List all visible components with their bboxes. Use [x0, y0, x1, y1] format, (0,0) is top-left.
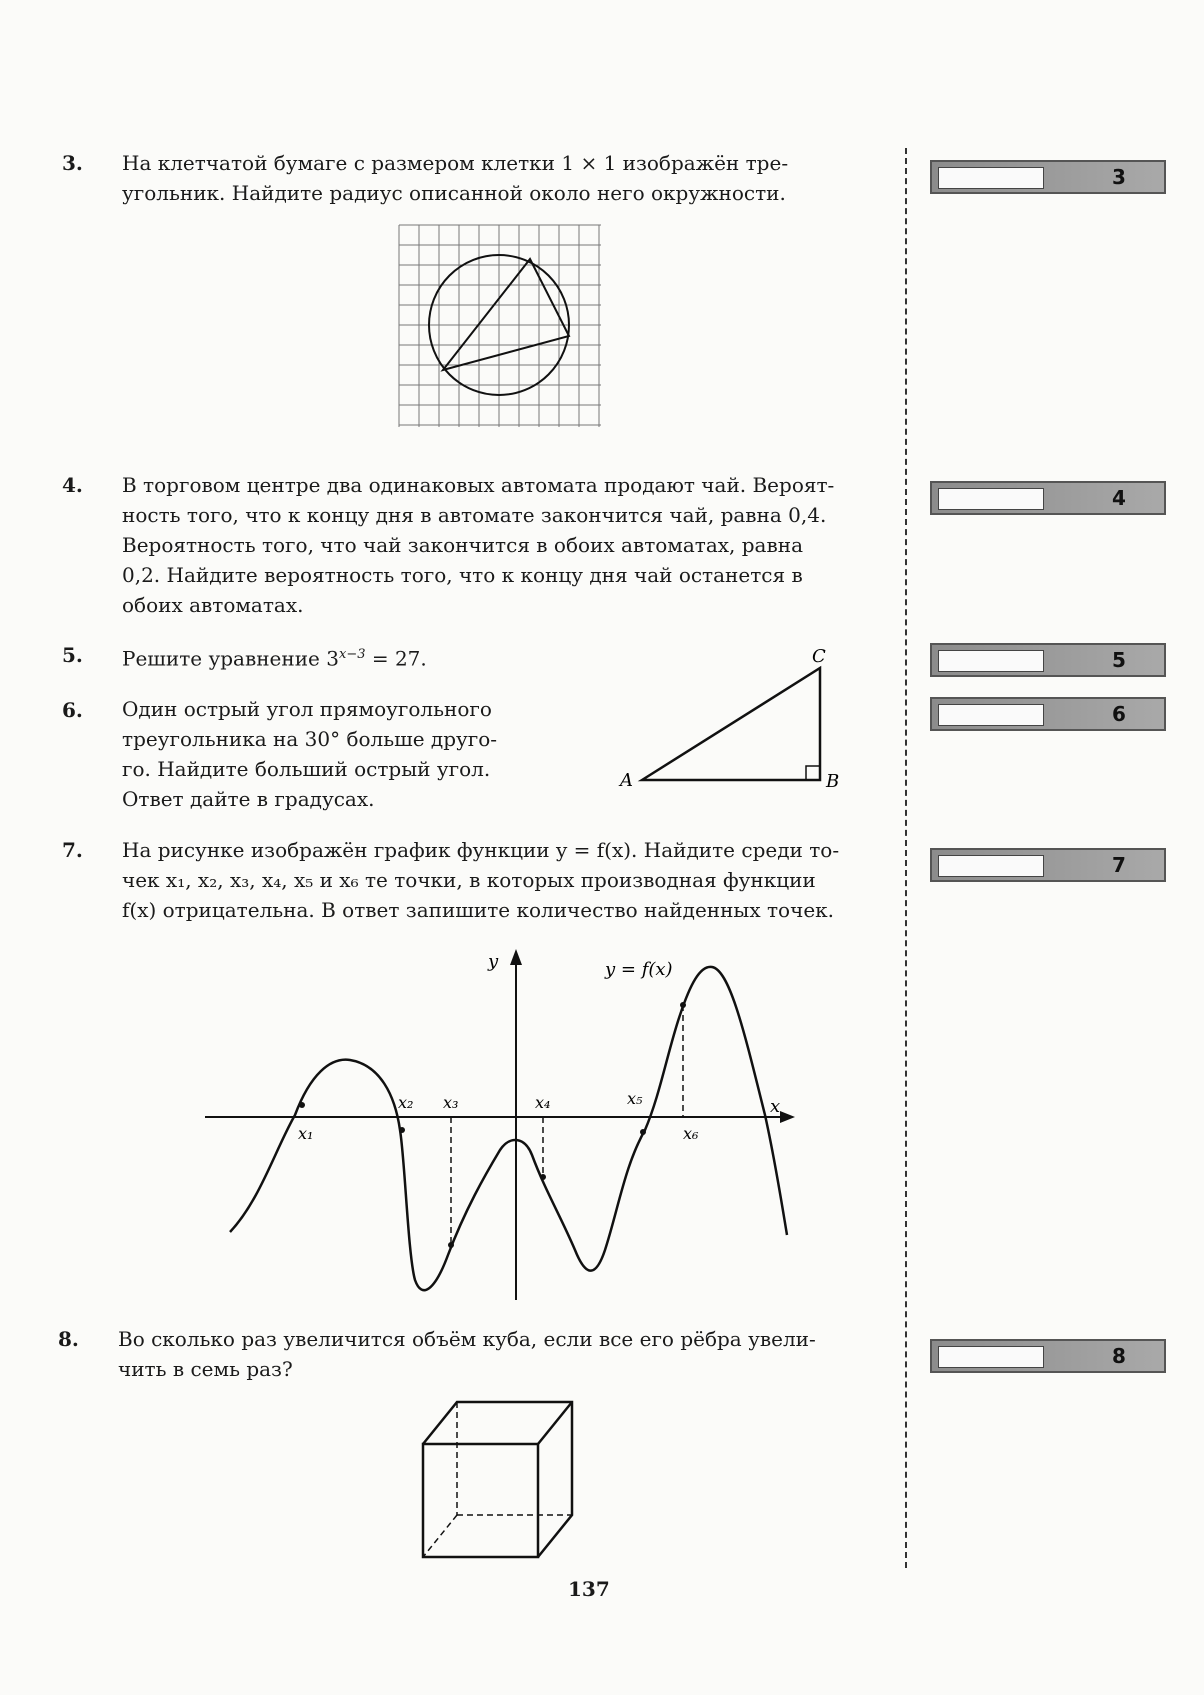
answer-box-6-number: 6 — [1112, 702, 1126, 726]
answer-field-7[interactable] — [938, 855, 1044, 877]
triangle — [443, 259, 569, 370]
problem-5-text-end: = 27. — [365, 646, 427, 671]
problem-7-number: 7. — [62, 838, 83, 862]
answer-field-5[interactable] — [938, 650, 1044, 672]
page-number: 137 — [568, 1577, 610, 1601]
answer-box-6[interactable] — [930, 697, 1166, 731]
function-curve — [230, 967, 787, 1290]
y-axis-arrow — [510, 949, 522, 965]
problem-4-line-4: 0,2. Найдите вероятность того, что к концу дня чай останется в — [122, 563, 803, 587]
problem-6-text — [122, 694, 534, 814]
cube-back-edges — [423, 1402, 572, 1557]
x1-label: x₁ — [298, 1124, 314, 1143]
point-x2 — [399, 1127, 405, 1133]
problem-5-exponent: x−3 — [338, 647, 366, 662]
answer-box-4-number: 4 — [1112, 486, 1126, 510]
cube-hidden-edges — [423, 1402, 572, 1557]
cube-figure — [415, 1392, 590, 1562]
problem-4-line-3: Вероятность того, что чай закончится в обоих автоматах, равна — [122, 533, 803, 557]
problem-7-text — [122, 835, 882, 925]
problem-3-line-1: На клетчатой бумаге с размером клетки 1 × 1 изображён тре- — [122, 151, 789, 175]
problem-6-number: 6. — [62, 698, 83, 722]
function-label: y = f(x) — [605, 959, 673, 980]
point-x5 — [640, 1129, 646, 1135]
answer-box-5[interactable] — [930, 643, 1166, 677]
problem-6-line-3: го. Найдите больший острый угол. — [122, 757, 491, 781]
answer-box-7-number: 7 — [1112, 853, 1126, 877]
problem-8-line-1: Во сколько раз увеличится объём куба, если все его рёбра увели- — [118, 1327, 816, 1351]
answer-box-7[interactable] — [930, 848, 1166, 882]
problem-7-line-2: чек x₁, x₂, x₃, x₄, x₅ и x₆ те точки, в которых производная функции — [122, 868, 816, 892]
answer-box-8-number: 8 — [1112, 1344, 1126, 1368]
right-triangle-figure — [612, 640, 842, 790]
problem-3-line-2: угольник. Найдите радиус описанной около него окружности. — [122, 181, 786, 205]
answer-field-8[interactable] — [938, 1346, 1044, 1368]
x5-label: x₅ — [627, 1089, 643, 1108]
cube-top-edge — [538, 1402, 572, 1444]
answer-box-5-number: 5 — [1112, 648, 1126, 672]
problem-5-text — [122, 640, 427, 674]
problem-6-line-2: треугольника на 30° больше друго- — [122, 727, 498, 751]
answer-box-3[interactable] — [930, 160, 1166, 194]
problem-4-line-2: ность того, что к концу дня в автомате закончится чай, равна 0,4. — [122, 503, 827, 527]
x-axis-label: x — [770, 1096, 781, 1117]
problem-6-line-4: Ответ дайте в градусах. — [122, 787, 375, 811]
problem-4-line-1: В торговом центре два одинаковых автомата продают чай. Вероят- — [122, 473, 835, 497]
x2-label: x₂ — [398, 1093, 414, 1112]
problem-5-text-main: Решите уравнение 3 — [122, 646, 339, 671]
answer-box-4[interactable] — [930, 481, 1166, 515]
problem-6-line-1: Один острый угол прямоугольного — [122, 697, 492, 721]
problem-3-number: 3. — [62, 151, 83, 175]
x4-label: x₄ — [535, 1093, 551, 1112]
triangle-abc — [642, 668, 820, 780]
y-axis-label: y — [488, 951, 499, 972]
x-axis-arrow — [780, 1111, 795, 1123]
answer-box-3-number: 3 — [1112, 165, 1126, 189]
problem-3-text — [122, 148, 882, 208]
problem-7-line-1: На рисунке изображён график функции y = f(x). Найдите среди то- — [122, 838, 840, 862]
right-angle-mark — [806, 766, 820, 780]
point-x1 — [299, 1102, 305, 1108]
function-graph — [200, 945, 800, 1305]
problem-8-line-2: чить в семь раз? — [118, 1357, 293, 1381]
answer-field-3[interactable] — [938, 167, 1044, 189]
problem-4-line-5: обоих автоматах. — [122, 593, 304, 617]
problem-7-line-3: f(x) отрицательна. В ответ запишите количество найденных точек. — [122, 898, 835, 922]
answer-field-6[interactable] — [938, 704, 1044, 726]
problem-4-text — [122, 470, 882, 620]
problem-4-number: 4. — [62, 473, 83, 497]
x6-label: x₆ — [683, 1124, 699, 1143]
cube-front-face — [423, 1444, 538, 1557]
grid-triangle-figure — [398, 224, 604, 430]
point-x4 — [540, 1174, 546, 1180]
vertex-b-label: B — [826, 771, 840, 790]
point-x6 — [680, 1002, 686, 1008]
vertex-c-label: C — [812, 646, 826, 667]
problem-8-number: 8. — [58, 1327, 79, 1351]
x3-label: x₃ — [443, 1093, 459, 1112]
margin-dashed-line — [905, 148, 907, 1568]
problem-8-text — [118, 1324, 882, 1384]
vertex-a-label: A — [620, 770, 633, 790]
answer-box-8[interactable] — [930, 1339, 1166, 1373]
problem-5-number: 5. — [62, 643, 83, 667]
point-x3 — [448, 1242, 454, 1248]
answer-field-4[interactable] — [938, 488, 1044, 510]
